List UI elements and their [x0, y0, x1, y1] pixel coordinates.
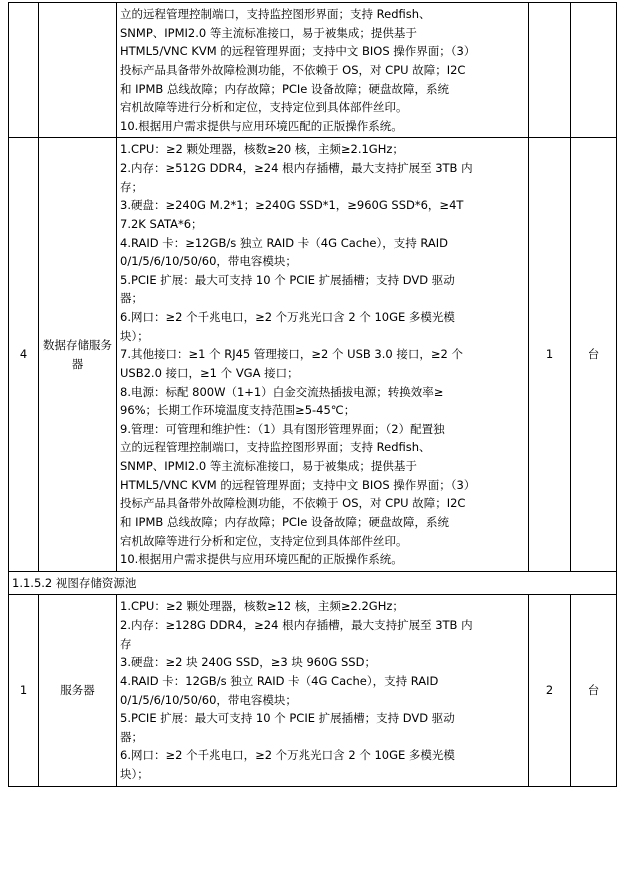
- spec-line: 10.根据用户需求提供与应用环境匹配的正版操作系统。: [120, 552, 403, 567]
- spec-line: HTML5/VNC KVM 的远程管理界面；支持中文 BIOS 操作界面；（3）: [120, 44, 476, 59]
- spec-line: 宕机故障等进行分析和定位，支持定位到具体部件丝印。: [120, 533, 408, 548]
- row-name: [39, 3, 117, 138]
- spec-line: SNMP、IPMI2.0 等主流标准接口，易于被集成；提供基于: [120, 25, 417, 40]
- spec-line: 宕机故障等进行分析和定位，支持定位到具体部件丝印。: [120, 100, 408, 115]
- spec-line: 投标产品具备带外故障检测功能，不依赖于 OS，对 CPU 故障；I2C: [120, 62, 466, 77]
- spec-line: 96%；长期工作环境温度支持范围≥5-45℃；: [120, 403, 356, 418]
- spec-line: 2.内存：≥512G DDR4，≥24 根内存插槽，最大支持扩展至 3TB 内: [120, 161, 473, 175]
- spec-line: 器；: [120, 291, 143, 306]
- table-row: [9, 595, 617, 786]
- row-unit: 台: [571, 138, 617, 571]
- spec-line: 存；: [120, 179, 143, 194]
- row-name: 服务器: [39, 595, 117, 786]
- row-qty: 2: [529, 595, 571, 786]
- spec-line: SNMP、IPMI2.0 等主流标准接口，易于被集成；提供基于: [120, 459, 417, 473]
- document-page: [0, 2, 624, 896]
- row-no: [9, 3, 39, 138]
- spec-line: 5.PCIE 扩展：最大可支持 10 个 PCIE 扩展插槽；支持 DVD 驱动: [120, 711, 455, 726]
- spec-line: 器；: [120, 729, 143, 744]
- spec-line: 0/1/5/6/10/50/60，带电容模块；: [120, 692, 297, 707]
- spec-line: HTML5/VNC KVM 的远程管理界面；支持中文 BIOS 操作界面；（3）: [120, 477, 476, 492]
- row-spec: [117, 138, 529, 571]
- row-unit: [571, 3, 617, 138]
- row-no: 1: [9, 595, 39, 786]
- spec-line: 5.PCIE 扩展：最大可支持 10 个 PCIE 扩展插槽；支持 DVD 驱动: [120, 272, 455, 287]
- table-section-row: [9, 571, 617, 595]
- row-name: 数据存储服务器: [39, 138, 117, 571]
- specification-table: [8, 2, 617, 787]
- section-title: 1.1.5.2 视图存储资源池: [9, 571, 617, 595]
- spec-line: 立的远程管理控制端口，支持监控图形界面；支持 Redfish、: [120, 7, 431, 21]
- spec-line: 6.网口：≥2 个千兆电口，≥2 个万兆光口含 2 个 10GE 多模光模: [120, 310, 455, 324]
- spec-line: USB2.0 接口，≥1 个 VGA 接口；: [120, 365, 299, 380]
- table-body: [9, 3, 617, 787]
- spec-line: 3.硬盘：≥2 块 240G SSD，≥3 块 960G SSD；: [120, 655, 376, 670]
- spec-line: 1.CPU：≥2 颗处理器，核数≥12 核，主频≥2.2GHz；: [120, 599, 404, 614]
- spec-line: 9.管理：可管理和维护性：（1）具有图形管理界面；（2）配置独: [120, 421, 445, 436]
- spec-line: 1.CPU：≥2 颗处理器，核数≥20 核，主频≥2.1GHz；: [120, 142, 404, 157]
- spec-line: 8.电源：标配 800W（1+1）白金交流热插拔电源；转换效率≥: [120, 384, 444, 399]
- row-qty: 1: [529, 138, 571, 571]
- spec-line: 4.RAID 卡：≥12GB/s 独立 RAID 卡（4G Cache），支持 RAID: [120, 235, 448, 250]
- spec-line: 和 IPMB 总线故障；内存故障；PCIe 设备故障；硬盘故障，系统: [120, 514, 450, 529]
- spec-line: 立的远程管理控制端口，支持监控图形界面；支持 Redfish、: [120, 440, 431, 455]
- spec-line: 7.2K SATA*6；: [120, 216, 203, 231]
- spec-line: 和 IPMB 总线故障；内存故障；PCIe 设备故障；硬盘故障，系统: [120, 81, 450, 96]
- spec-line: 10.根据用户需求提供与应用环境匹配的正版操作系统。: [120, 118, 403, 133]
- row-spec: [117, 595, 529, 786]
- spec-line: 块）；: [120, 767, 149, 781]
- row-unit: 台: [571, 595, 617, 786]
- spec-line: 0/1/5/6/10/50/60，带电容模块；: [120, 254, 297, 269]
- spec-line: 投标产品具备带外故障检测功能，不依赖于 OS，对 CPU 故障；I2C: [120, 496, 466, 511]
- spec-line: 块）；: [120, 328, 149, 343]
- spec-line: 6.网口：≥2 个千兆电口，≥2 个万兆光口含 2 个 10GE 多模光模: [120, 748, 455, 763]
- spec-line: 存: [120, 636, 132, 651]
- spec-line: 2.内存：≥128G DDR4，≥24 根内存插槽，最大支持扩展至 3TB 内: [120, 618, 473, 632]
- spec-line: 7.其他接口：≥1 个 RJ45 管理接口，≥2 个 USB 3.0 接口，≥2 个: [120, 347, 463, 362]
- row-no: 4: [9, 138, 39, 571]
- table-row: [9, 3, 617, 138]
- spec-line: 3.硬盘：≥240G M.2*1；≥240G SSD*1，≥960G SSD*6，≥4T: [120, 198, 464, 213]
- row-qty: [529, 3, 571, 138]
- table-row: [9, 138, 617, 571]
- row-spec: [117, 3, 529, 138]
- spec-line: 4.RAID 卡：12GB/s 独立 RAID 卡（4G Cache），支持 RAID: [120, 673, 439, 688]
